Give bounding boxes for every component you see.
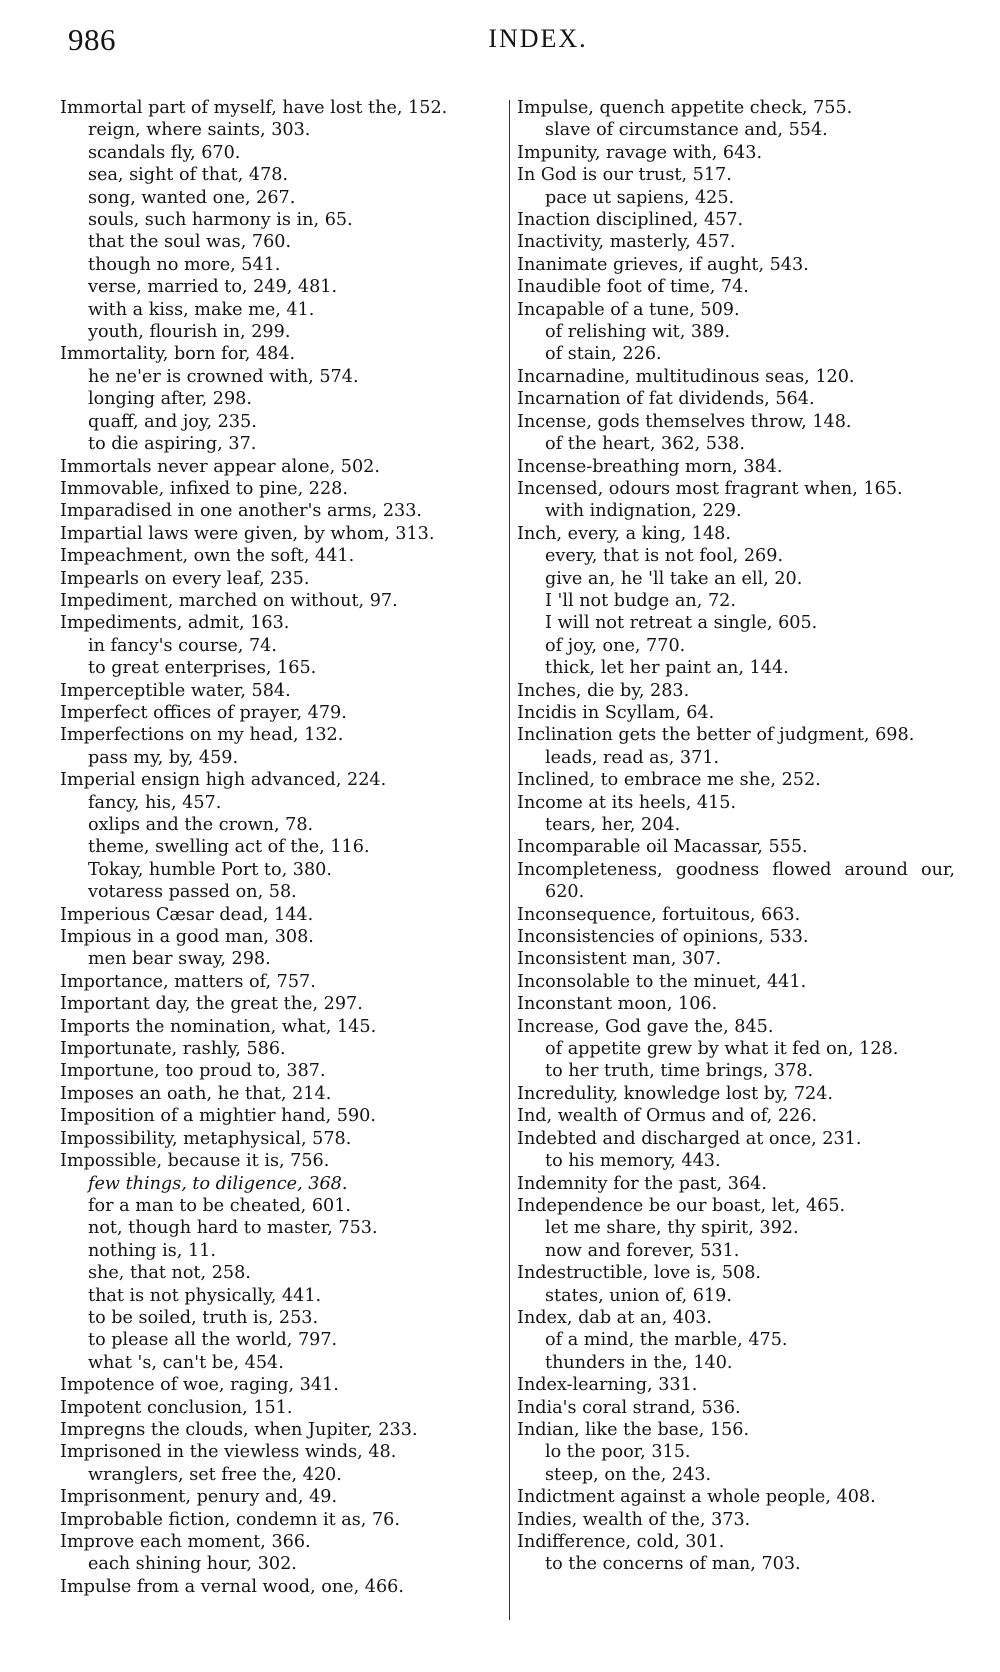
index-subentry: few things, to diligence, 368. xyxy=(88,1173,348,1194)
index-subentry: with a kiss, make me, 41. xyxy=(88,299,315,320)
index-subentry: I 'll not budge an, 72. xyxy=(545,590,736,611)
index-subentry: reign, where saints, 303. xyxy=(88,120,311,141)
index-entry: Impediments, admit, 163. xyxy=(60,613,290,634)
index-subentry: though no more, 541. xyxy=(88,254,281,275)
index-subentry: verse, married to, 249, 481. xyxy=(88,277,338,298)
index-subentry: to the concerns of man, 703. xyxy=(545,1554,801,1575)
index-entry: Immortals never appear alone, 502. xyxy=(60,456,380,477)
index-subentry: to his memory, 443. xyxy=(545,1151,721,1172)
index-entry: Inconsolable to the minuet, 441. xyxy=(517,971,807,992)
index-entry: Impediment, marched on without, 97. xyxy=(60,590,398,611)
index-subentry: of a mind, the marble, 475. xyxy=(545,1330,788,1351)
index-entry: Ind, wealth of Ormus and of, 226. xyxy=(517,1106,817,1127)
index-entry: Impunity, ravage with, 643. xyxy=(517,142,763,163)
index-entry: Inches, die by, 283. xyxy=(517,680,690,701)
index-subentry: for a man to be cheated, 601. xyxy=(88,1195,351,1216)
index-entry: Impious in a good man, 308. xyxy=(60,927,314,948)
index-entry: Imprisoned in the viewless winds, 48. xyxy=(60,1442,397,1463)
index-entry: Incense, gods themselves throw, 148. xyxy=(517,411,852,432)
index-entry: Improbable fiction, condemn it as, 76. xyxy=(60,1509,400,1530)
index-entry: Impeachment, own the soft, 441. xyxy=(60,546,355,567)
index-entry: Inconsistencies of opinions, 533. xyxy=(517,927,809,948)
index-entry: Imperfections on my head, 132. xyxy=(60,725,344,746)
index-entry: Incensed, odours most fragrant when, 165. xyxy=(517,478,903,499)
index-entry: Inactivity, masterly, 457. xyxy=(517,232,736,253)
index-subentry: in fancy's course, 74. xyxy=(88,635,277,656)
index-entry: Imperious Cæsar dead, 144. xyxy=(60,904,314,925)
index-entry: Independence be our boast, let, 465. xyxy=(517,1195,846,1216)
index-subentry: pass my, by, 459. xyxy=(88,747,239,768)
index-entry: Imposition of a mightier hand, 590. xyxy=(60,1106,376,1127)
index-entry: Index-learning, 331. xyxy=(517,1375,698,1396)
index-entry: Improve each moment, 366. xyxy=(60,1532,311,1552)
index-entry: Imperfect offices of prayer, 479. xyxy=(60,702,347,723)
index-subentry: oxlips and the crown, 78. xyxy=(88,815,314,835)
index-entry: Importunate, rashly, 586. xyxy=(60,1039,286,1060)
index-entry: Incarnation of fat dividends, 564. xyxy=(517,389,815,410)
index-subentry: of relishing wit, 389. xyxy=(545,322,731,343)
index-entry: In God is our trust, 517. xyxy=(517,165,732,186)
index-subentry: sea, sight of that, 478. xyxy=(88,165,289,186)
index-subentry: votaress passed on, 58. xyxy=(88,882,297,903)
index-entry: Imperceptible water, 584. xyxy=(60,680,291,701)
index-subentry: wranglers, set free the, 420. xyxy=(88,1464,342,1485)
index-subentry: that is not physically, 441. xyxy=(88,1285,322,1306)
index-subentry: tears, her, 204. xyxy=(545,815,681,835)
index-entry: Inconsequence, fortuitous, 663. xyxy=(517,904,801,925)
index-entry: Impotent conclusion, 151. xyxy=(60,1397,293,1418)
index-subentry: to be soiled, truth is, 253. xyxy=(88,1307,319,1328)
index-entry: Impearls on every leaf, 235. xyxy=(60,568,310,589)
index-entry: Imports the nomination, what, 145. xyxy=(60,1016,377,1037)
index-subentry: what 's, can't be, 454. xyxy=(88,1352,284,1373)
index-subentry: of joy, one, 770. xyxy=(545,635,686,656)
left-index-column xyxy=(60,97,500,1598)
index-subentry: youth, flourish in, 299. xyxy=(88,322,291,343)
index-entry: Impotence of woe, raging, 341. xyxy=(60,1375,339,1396)
index-subentry: he ne'er is crowned with, 574. xyxy=(88,366,359,387)
index-entry: Impossible, because it is, 756. xyxy=(60,1151,330,1172)
index-subentry: lo the poor, 315. xyxy=(545,1442,691,1463)
page-header xyxy=(68,22,978,62)
index-subentry: pace ut sapiens, 425. xyxy=(545,187,735,208)
index-entry: Immortality, born for, 484. xyxy=(60,344,296,365)
index-subentry: she, that not, 258. xyxy=(88,1263,251,1284)
index-subentry: let me share, thy spirit, 392. xyxy=(545,1218,799,1239)
index-entry: Incarnadine, multitudinous seas, 120. xyxy=(517,366,855,387)
index-subentry: of appetite grew by what it fed on, 128. xyxy=(545,1039,899,1060)
index-subentry: to die aspiring, 37. xyxy=(88,434,257,455)
index-subentry: nothing is, 11. xyxy=(88,1240,216,1261)
index-subentry: quaff, and joy, 235. xyxy=(88,411,257,432)
index-subentry: of stain, 226. xyxy=(545,344,662,365)
index-entry: Inaction disciplined, 457. xyxy=(517,210,744,231)
running-title: INDEX. xyxy=(488,24,588,53)
index-entry: Indemnity for the past, 364. xyxy=(517,1173,767,1194)
index-entry: Importune, too proud to, 387. xyxy=(60,1061,326,1082)
index-entry: Impartial laws were given, by whom, 313. xyxy=(60,523,435,544)
index-subentry: souls, such harmony is in, 65. xyxy=(88,210,353,231)
index-entry: Impulse from a vernal wood, one, 466. xyxy=(60,1576,404,1597)
index-entry: Inclined, to embrace me she, 252. xyxy=(517,770,821,791)
index-subentry: of the heart, 362, 538. xyxy=(545,434,745,455)
index-subentry: leads, read as, 371. xyxy=(545,747,720,768)
index-subentry: song, wanted one, 267. xyxy=(88,187,296,208)
index-entry: Incense-breathing morn, 384. xyxy=(517,456,783,477)
index-entry: Incapable of a tune, 509. xyxy=(517,299,740,320)
index-entry: Incidis in Scyllam, 64. xyxy=(517,702,715,723)
index-entry: Incredulity, knowledge lost by, 724. xyxy=(517,1083,834,1104)
index-entry: Immovable, infixed to pine, 228. xyxy=(60,478,348,499)
index-entry: Imprisonment, penury and, 49. xyxy=(60,1487,338,1508)
index-entry: Inaudible foot of time, 74. xyxy=(517,277,749,298)
index-entry: Indies, wealth of the, 373. xyxy=(517,1509,751,1530)
index-subentry: give an, he 'll take an ell, 20. xyxy=(545,568,803,589)
index-subentry: states, union of, 619. xyxy=(545,1285,732,1306)
index-subentry: to great enterprises, 165. xyxy=(88,658,317,679)
index-entry: Inconstant moon, 106. xyxy=(517,994,718,1015)
index-subentry: not, though hard to master, 753. xyxy=(88,1218,378,1239)
index-subentry: now and forever, 531. xyxy=(545,1240,740,1261)
index-entry: Indian, like the base, 156. xyxy=(517,1419,750,1440)
index-subentry: with indignation, 229. xyxy=(545,501,742,522)
index-subentry: scandals fly, 670. xyxy=(88,142,241,163)
index-entry: Indestructible, love is, 508. xyxy=(517,1263,762,1284)
index-entry: India's coral strand, 536. xyxy=(517,1397,741,1418)
index-subentry: theme, swelling act of the, 116. xyxy=(88,837,370,858)
index-entry: Impossibility, metaphysical, 578. xyxy=(60,1128,352,1149)
index-entry: Indebted and discharged at once, 231. xyxy=(517,1128,862,1149)
index-entry: Immortal part of myself, have lost the, 152. xyxy=(60,98,448,118)
index-entry: Indifference, cold, 301. xyxy=(517,1532,725,1552)
index-entry: Importance, matters of, 757. xyxy=(60,971,316,992)
index-entry: Inch, every, a king, 148. xyxy=(517,523,731,544)
index-entry: Increase, God gave the, 845. xyxy=(517,1016,774,1037)
index-subentry: men bear sway, 298. xyxy=(88,949,271,970)
index-entry: Inconsistent man, 307. xyxy=(517,949,722,970)
index-subentry: to please all the world, 797. xyxy=(88,1330,338,1351)
index-entry: Indictment against a whole people, 408. xyxy=(517,1487,876,1508)
index-entry: Incomparable oil Macassar, 555. xyxy=(517,837,808,858)
index-entry: Imparadised in one another's arms, 233. xyxy=(60,501,423,522)
index-subentry: I will not retreat a single, 605. xyxy=(545,613,818,634)
column-divider xyxy=(509,100,510,1620)
index-subentry: fancy, his, 457. xyxy=(88,792,222,813)
index-entry: Imperial ensign high advanced, 224. xyxy=(60,770,387,791)
index-entry: Important day, the great the, 297. xyxy=(60,994,363,1015)
index-subentry: thick, let her paint an, 144. xyxy=(545,658,789,679)
index-subentry: every, that is not fool, 269. xyxy=(545,546,784,567)
index-entry: Inclination gets the better of judgment, 698. xyxy=(517,725,915,746)
index-subentry: to her truth, time brings, 378. xyxy=(545,1061,814,1082)
index-subentry: each shining hour, 302. xyxy=(88,1554,297,1575)
right-index-column xyxy=(517,97,955,1576)
page-number: 986 xyxy=(68,22,116,57)
index-entry: Impregns the clouds, when Jupiter, 233. xyxy=(60,1419,418,1440)
index-entry: Inanimate grieves, if aught, 543. xyxy=(517,254,809,275)
index-subentry: longing after, 298. xyxy=(88,389,252,410)
index-subentry: steep, on the, 243. xyxy=(545,1464,712,1485)
index-subentry: that the soul was, 760. xyxy=(88,232,292,253)
index-entry: Index, dab at an, 403. xyxy=(517,1307,713,1328)
index-entry: Impulse, quench appetite check, 755. xyxy=(517,98,853,118)
index-entry: Incompleteness, goodness flowed around our, 620. xyxy=(517,859,955,903)
index-subentry: Tokay, humble Port to, 380. xyxy=(88,859,332,880)
index-subentry: thunders in the, 140. xyxy=(545,1352,733,1373)
index-subentry: slave of circumstance and, 554. xyxy=(545,120,828,141)
index-entry: Imposes an oath, he that, 214. xyxy=(60,1083,332,1104)
index-entry: Income at its heels, 415. xyxy=(517,792,737,813)
